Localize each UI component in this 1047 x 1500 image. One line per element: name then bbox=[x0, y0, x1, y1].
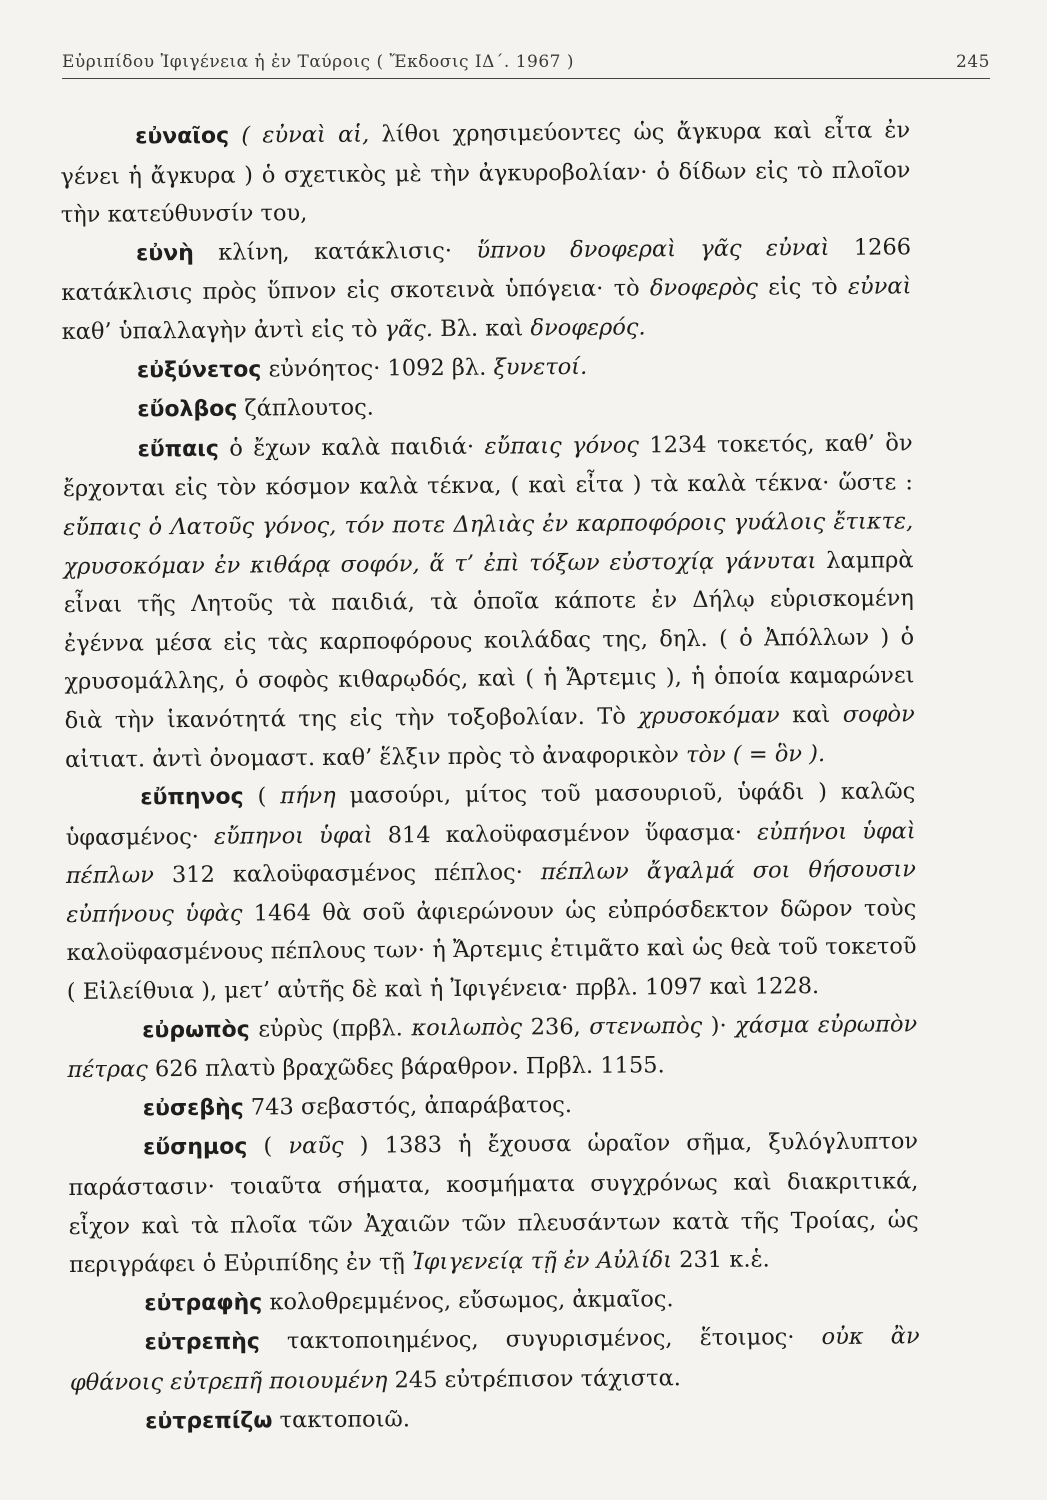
entry-text: αἰτιατ. ἀντὶ ὀνομαστ. καθ’ ἕλξιν πρὸς τὸ ἀναφορικὸν bbox=[64, 741, 687, 773]
header-title: Εὐριπίδου Ἰφιγένεια ἡ ἐν Ταύροις ( Ἔκδοσις ΙΔ΄. 1967 ) bbox=[62, 52, 575, 72]
running-header bbox=[62, 52, 990, 79]
entry-quote: στενωπὸς bbox=[589, 1012, 703, 1040]
entry-text: 236, bbox=[522, 1013, 590, 1041]
entry-quote: γᾶς. bbox=[384, 316, 434, 343]
entry-text: 626 πλατὺ βραχῶδες βάραθρον. Πρβλ. 1155. bbox=[147, 1052, 665, 1083]
entry-quote: εὔπαις γόνος bbox=[484, 432, 640, 460]
entry-quote: Ἰφιγενείᾳ τῇ ἐν Αὐλίδι bbox=[411, 1247, 673, 1276]
entry-quote: εὐπήνοι ὑφαὶ πέπλων bbox=[65, 817, 916, 890]
dictionary-entry bbox=[68, 1083, 918, 1129]
entry-text: 231 κ.ἑ. bbox=[671, 1246, 770, 1274]
entry-text: κολοθρεμμένος, εὔσωμος, ἀκμαῖος. bbox=[262, 1286, 674, 1316]
entry-text: 1266 κατάκλισις πρὸς ὕπνον εἰς σκοτεινὰ ὑπόγεια· τὸ bbox=[61, 234, 912, 307]
entry-quote: εὐναὶ bbox=[847, 273, 912, 301]
dictionary-entry bbox=[61, 228, 912, 351]
entry-quote: εὔπηνοι ὑφαὶ bbox=[213, 822, 373, 850]
entry-quote: ναῦς bbox=[288, 1133, 344, 1160]
entry-quote: χρυσοκόμαν bbox=[638, 702, 780, 730]
entry-text: ζάπλουτος. bbox=[237, 394, 374, 422]
entry-quote: δνοφερός. bbox=[530, 314, 646, 342]
entry-text: ) 1383 ἡ ἔχουσα ὡραῖον σῆμα, ξυλόγλυπτον παράστασιν· τοιαῦτα σήματα, κοσμήματα συγχρόνως καὶ διακριτικά, εἶχον καὶ τὰ πλοῖα τῶν Ἀχαιῶν τῶν πλευσάντων κατὰ τῆς Τροίας, ὡς περιγράφει ὁ Εὐριπίδης ἐν τῇ bbox=[68, 1128, 919, 1279]
entry-headword: εὐναῖος bbox=[135, 123, 230, 150]
dictionary-entries bbox=[60, 111, 920, 1442]
dictionary-entry bbox=[62, 424, 915, 779]
entry-quote: πήνη bbox=[280, 782, 336, 810]
entry-text: κλίνη, κατάκλισις· bbox=[193, 237, 477, 266]
entry-headword: εὐνὴ bbox=[135, 240, 194, 267]
entry-text: τακτοποιημένος, συγυρισμένος, ἕτοιμος· bbox=[259, 1324, 822, 1355]
entry-text: εὐνόητος· 1092 βλ. bbox=[261, 354, 494, 382]
entry-quote: πέπλων ἄγαλμά σοι θήσουσιν εὐπήνους ὑφὰς bbox=[66, 856, 917, 928]
entry-quote: εὔπαις ὁ Λατοῦς γόνος, τόν ποτε Δηλιὰς ἐν καρποφόροις γυάλοις ἔτικτε, χρυσοκόμαν ἐν κιθάρᾳ σοφόν, ἅ τ’ ἐπὶ τόξων εὐστοχίᾳ γάνυται bbox=[63, 508, 914, 580]
entry-text: )· bbox=[702, 1012, 736, 1039]
entry-quote: σοφὸν bbox=[842, 701, 915, 728]
entry-text: τακτοποιῶ. bbox=[272, 1405, 411, 1433]
entry-headword: εὔπαις bbox=[137, 436, 219, 463]
entry-quote: κοιλωπὸς bbox=[411, 1014, 523, 1041]
dictionary-entry bbox=[70, 1396, 920, 1442]
entry-text: ( bbox=[243, 783, 281, 810]
entry-text: ( bbox=[247, 1133, 289, 1160]
entry-quote: ξυνετοί. bbox=[493, 353, 588, 381]
entry-headword: εὐρωπὸς bbox=[142, 1017, 250, 1044]
entry-headword: εὔσημος bbox=[142, 1134, 248, 1161]
entry-text: Βλ. καὶ bbox=[432, 315, 531, 343]
entry-headword: εὔπηνος bbox=[140, 784, 244, 811]
entry-headword: εὐσεβὴς bbox=[142, 1095, 244, 1122]
dictionary-entry bbox=[60, 111, 911, 234]
entry-text: 743 σεβαστός, ἀπαράβατος. bbox=[243, 1091, 573, 1121]
entry-text: 1234 τοκετός, καθ’ ὃν ἔρχονται εἰς τὸν κόσμον καλὰ τέκνα, ( καὶ εἶτα ) τὰ καλὰ τέκνα· ὥστε : bbox=[62, 430, 913, 503]
entry-headword: εὐξύνετος bbox=[136, 356, 262, 383]
entry-headword: εὐτρεπίζω bbox=[145, 1407, 273, 1434]
entry-text: ὁ ἔχων καλὰ παιδιά· bbox=[218, 433, 485, 462]
entry-text: καὶ bbox=[779, 701, 843, 729]
entry-text: 814 καλοϋφασμένον ὕφασμα· bbox=[372, 819, 758, 849]
entry-text: λίθοι χρησιμεύοντες ὡς ἄγκυρα καὶ εἶτα ἐν γένει ἡ ἄγκυρα ) ὁ σχετικὸς μὲ τὴν ἀγκυροβολίαν· ὁ δίδων εἰς τὸ πλοῖον τὴν κατεύθυνσίν του, bbox=[60, 117, 911, 229]
dictionary-entry bbox=[65, 772, 917, 1011]
entry-text: εἰς τὸ bbox=[757, 274, 849, 301]
entry-text: καθ’ ὑπαλλαγὴν ἀντὶ εἰς τὸ bbox=[61, 316, 385, 345]
entry-text: εὐρὺς (πρβλ. bbox=[249, 1014, 412, 1043]
dictionary-entry bbox=[68, 1123, 919, 1285]
entry-quote: ὕπνου δνοφεραὶ γᾶς εὐναὶ bbox=[476, 234, 830, 264]
dictionary-entry bbox=[62, 345, 912, 391]
dictionary-entry bbox=[67, 1005, 918, 1090]
entry-text: 245 εὐτρέπισον τάχιστα. bbox=[387, 1365, 681, 1394]
entry-text: λαμπρὰ εἶναι τῆς Λητοῦς τὰ παιδιά, τὰ ὁποῖα κάποτε ἐν Δήλῳ εὑρισκομένη ἐγέννα μέσα εἰς τὰς καρποφόρους κοιλάδας της, δηλ. ( ὁ Ἀπόλλων ) ὁ χρυσομάλλης, ὁ σοφὸς κιθαρῳδός, καὶ ( ἡ Ἄρτεμις ), ἡ ὁποία καμαρώνει διὰ τὴν ἱκανότητά της εἰς τὴν τοξοβολίαν. Τὸ bbox=[63, 546, 915, 734]
entry-headword: εὐτρεπὴς bbox=[144, 1329, 260, 1356]
entry-quote: δνοφερὸς bbox=[649, 274, 759, 302]
entry-quote: ( εὐναὶ αἱ, bbox=[228, 121, 382, 149]
entry-headword: εὔολβος bbox=[137, 396, 238, 423]
entry-text: 312 καλοϋφασμένος πέπλος· bbox=[153, 859, 541, 889]
entry-quote: οὐκ ἂν φθάνοις εὐτρεπῆ ποιουμένη bbox=[69, 1323, 920, 1396]
dictionary-entry bbox=[69, 1278, 919, 1324]
page-number: 245 bbox=[956, 52, 990, 72]
entry-text: 1464 θὰ σοῦ ἀφιερώνουν ὡς εὐπρόσδεκτον δῶρον τοὺς καλοϋφασμένους πέπλους των· ἡ Ἄρτεμις ἐτιμᾶτο καὶ ὡς θεὰ τοῦ τοκετοῦ ( Εἰλείθυια ), μετ’ αὐτῆς δὲ καὶ ἡ Ἰφιγένεια· πρβλ. 1097 καὶ 1228. bbox=[66, 895, 917, 1006]
entry-headword: εὐτραφὴς bbox=[144, 1290, 263, 1317]
entry-text: μασούρι, μίτος τοῦ μασουριοῦ, ὑφάδι ) καλῶς ὑφασμένος· bbox=[65, 778, 916, 851]
dictionary-entry bbox=[69, 1318, 920, 1403]
entry-quote: χάσμα εὐρωπὸν πέτρας bbox=[67, 1010, 918, 1084]
dictionary-entry bbox=[62, 384, 912, 430]
entry-quote: τὸν ( = ὃν ). bbox=[685, 740, 826, 768]
